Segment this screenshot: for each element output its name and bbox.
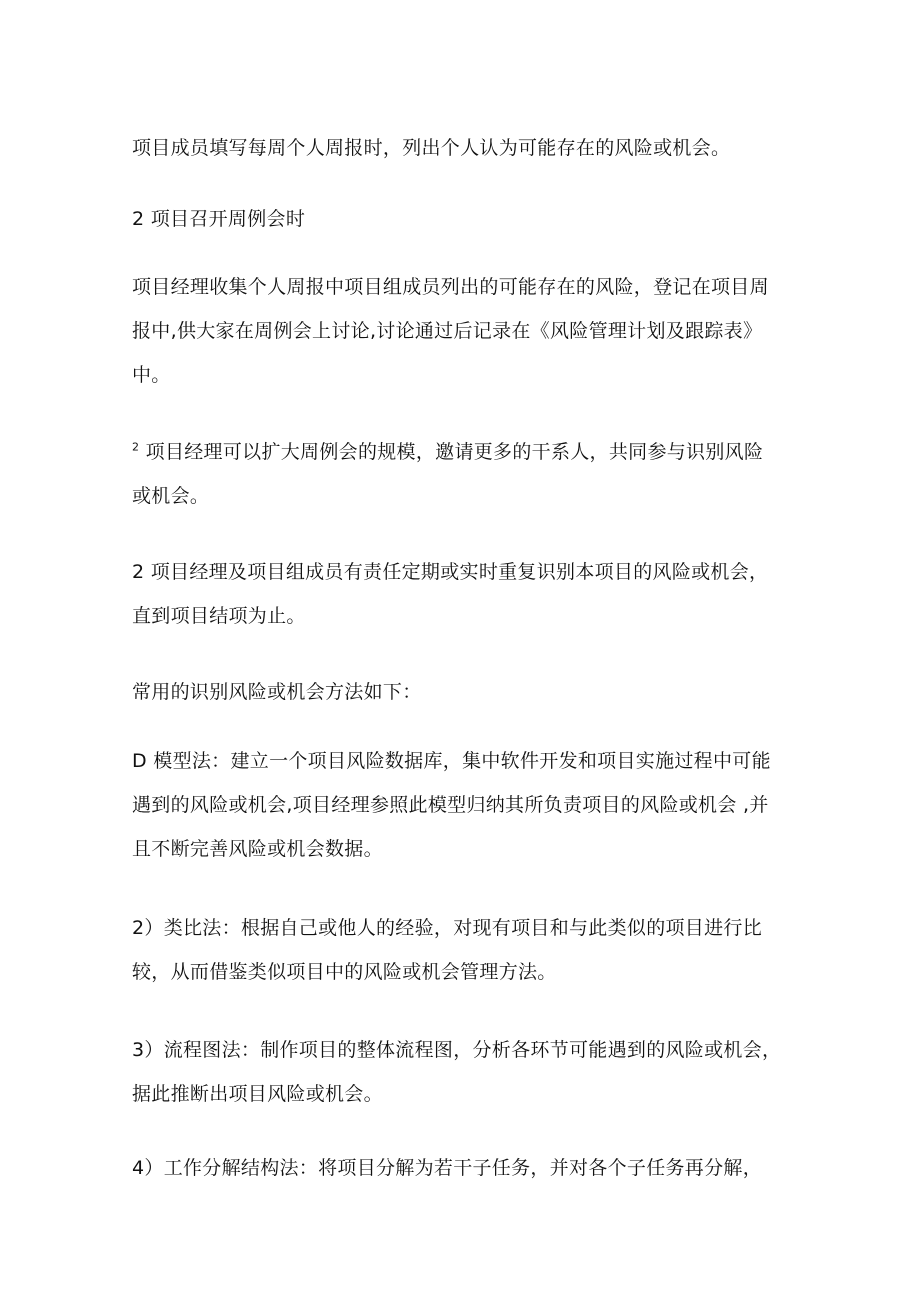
text-line: 3）流程图法：制作项目的整体流程图，分析各环节可能遇到的风险或机会， [132,1039,782,1061]
text-line: 或机会。 [132,485,210,507]
text-line: 遇到的风险或机会,项目经理参照此模型归纳其所负责项目的风险或机会 ,并 [132,794,769,816]
heading-methods [132,670,812,714]
heading-weekly-meeting [132,197,812,241]
text-line: 2 项目召开周例会时 [132,208,306,230]
paragraph-responsibility [132,550,812,638]
text-line: 报中,供大家在周例会上讨论,讨论通过后记录在《风险管理计划及跟踪表》 [132,320,763,342]
paragraph-pm-collect [132,265,812,397]
text-line: 中。 [132,364,171,386]
paragraph-wbs-method [132,1146,812,1190]
text-line: 据此推断出项目风险或机会。 [132,1083,383,1105]
text-segment: 项目经理可以扩大周例会的规模，邀请更多的干系人，共同参与识别风险 [139,441,764,463]
paragraph-model-method [132,739,812,871]
text-line: 项目经理收集个人周报中项目组成员列出的可能存在的风险，登记在项目周 [132,276,769,298]
text-line: 2）类比法：根据自己或他人的经验，对现有项目和与此类似的项目进行比 [132,917,762,939]
text-line: 项目成员填写每周个人周报时，列出个人认为可能存在的风险或机会。 [132,137,731,159]
text-line [132,430,812,474]
text-line: D 模型法：建立一个项目风险数据库，集中软件开发和项目实施过程中可能 [132,750,771,772]
text-line: 直到项目结项为止。 [132,605,306,627]
paragraph-analogy-method [132,906,812,994]
paragraph-flowchart-method [132,1028,812,1116]
text-line: 较，从而借鉴类似项目中的风险或机会管理方法。 [132,961,557,983]
superscript-marker: 2 [132,440,140,454]
text-line: 4）工作分解结构法：将项目分解为若干子任务，并对各个子任务再分解， [132,1157,762,1179]
paragraph-weekly-report [132,126,812,170]
text-line: 且不断完善风险或机会数据。 [132,838,383,860]
text-line: 2 项目经理及项目组成员有责任定期或实时重复识别本项目的风险或机会， [132,561,769,583]
paragraph-expand-meeting [132,430,812,518]
text-line: 常用的识别风险或机会方法如下： [132,681,422,703]
